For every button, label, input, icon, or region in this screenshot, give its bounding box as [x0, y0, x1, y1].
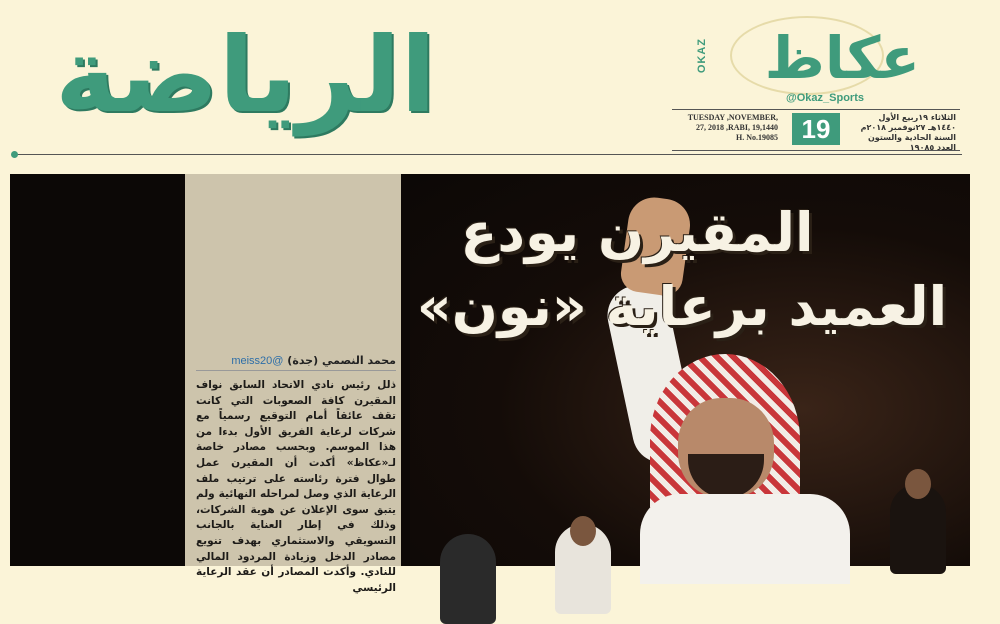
okaz-logo: [690, 16, 930, 96]
dateline: [672, 109, 960, 151]
lead-photo: [10, 174, 962, 594]
page-number: 19: [792, 113, 840, 145]
date-english: TUESDAY ,NOVEMBER, 27, 2018 ,RABI, 19,1440 H. No.19085: [687, 113, 778, 142]
article-body: ذلل رئيس نادي الاتحاد السابق نواف المقيرن كافة الصعوبات التي كانت تقف عائقاً أمام التوقيع رسمياً مع شركات لرعاية الفريق الأول بدءا من هذا الموسم. وبحسب مصادر خاصة لـ«عكاظ» أكدت أن المقيرن عمل طوال فترة رئاسته على ترتيب ملف الرعاية الذي وصل لمراحله النهائية ولم يتبق سوى الإعلان عن هوية الشركات، وذلك في إطار العناية بالجانب التسويقي والاستثماري بهدف تنويع مصادر الدخل وزيادة المردود المالي للنادي. وأكدت المصادر أن عقد الرعاية الرئيسي: [196, 379, 396, 594]
byline-handle[interactable]: @meiss20: [231, 355, 284, 367]
date-arabic: الثلاثاء ١٩ربيع الأول ١٤٤٠هـ ٢٧نوفمبر ٢٠١٨م السنة الحادية والستون العدد ١٩٠٨٥: [860, 113, 956, 152]
background-face: [905, 469, 931, 499]
headline-line-1: المقيرن يودع: [460, 201, 814, 264]
masthead-rule: [14, 154, 962, 155]
section-title: الرياضة: [55, 14, 437, 136]
background-person: [440, 534, 496, 624]
byline: [196, 354, 396, 371]
logo-arabic-text: عكاظ: [764, 24, 920, 92]
headline-line-2: العميد برعاية «نون»: [416, 275, 948, 338]
rule-dot-icon: [11, 151, 18, 158]
byline-author: محمد النصمي (جدة): [287, 354, 396, 367]
social-handle[interactable]: @Okaz_Sports: [786, 92, 864, 104]
masthead: [0, 0, 1000, 160]
headline: [402, 196, 962, 344]
logo-latin-text: OKAZ: [696, 38, 708, 74]
thobe: [640, 494, 850, 584]
